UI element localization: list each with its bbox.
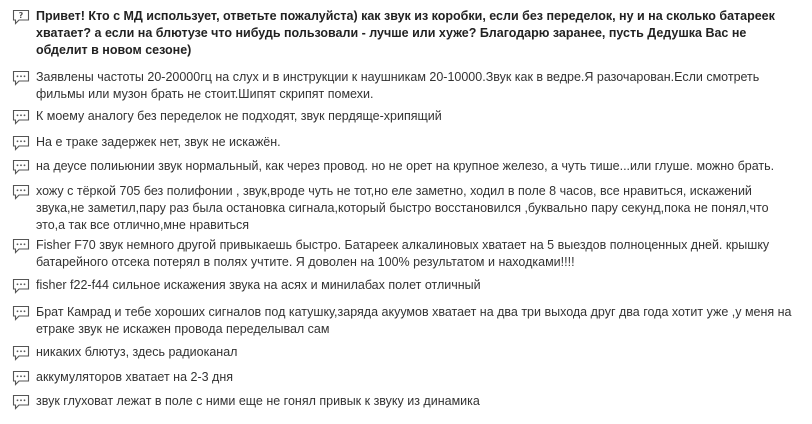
comment-bubble-icon [12,238,30,254]
answer-text: Fisher F70 звук немного другой привыкаешь быстро. Батареек алкалиновых хватает на 5 выездов полноценных дней. крышку батарейного отсека потерял в полях учтите. Я доволен на 100% результатом и находками!!!! [36,238,770,269]
answer-text: Заявлены частоты 20-20000гц на слух и в инструкции к наушникам 20-10000.Звук как в ведре.Я разочарован.Если смотреть фильмы или музон брать не стоит.Шипят скрипят помехи. [36,70,760,101]
comment-bubble-icon [12,278,30,294]
question-text: Привет! Кто с МД использует, ответьте пожалуйста) как звук из коробки, если без переделок, ну и на сколько батареек хватает? а если на блютузе что нибудь пользовали - лучше или хуже? Благодарю заранее, пусть Дедушка Вас не обделит в новом сезоне) [36,9,775,57]
answer-text: на деусе полиьюнии звук нормальный, как через провод. но не орет на крупное железо, а чуть тише...или глуше. можно брать. [36,159,775,173]
comment-bubble-icon [12,159,30,175]
answer-text: На е траке задержек нет, звук не искажён. [36,135,281,149]
comment-bubble-icon [12,184,30,200]
comment-bubble-icon [12,135,30,151]
answer-text: никаких блютуз, здесь радиоканал [36,345,238,359]
answer-text: К моему аналогу без переделок не подходят, звук пердяще-хрипящий [36,109,442,123]
answer-text: звук глуховат лежат в поле с ними еще не гонял привык к звуку из динамика [36,394,480,408]
comment-bubble-icon [12,394,30,410]
svg-text:?: ? [18,11,24,21]
comment-bubble-icon [12,305,30,321]
answer-text: хожу с тёркой 705 без полифонии , звук,вроде чуть не тот,но еле заметно, ходил в поле 8 часов, все нравиться, искажений звука,не заметил,пару раз была остановка сигнала,который быстро восстановился ,буквально пару секунд,пока не понял,что это,а так все отлично,мне нравиться [36,184,769,232]
comment-bubble-icon [12,345,30,361]
comment-bubble-icon [12,109,30,125]
comment-bubble-icon [12,70,30,86]
question-bubble-icon [12,9,30,25]
answer-text: аккумуляторов хватает на 2-3 дня [36,370,233,384]
comment-bubble-icon [12,370,30,386]
answer-text: fisher f22-f44 сильное искажения звука на асях и минилабах полет отличный [36,278,481,292]
answer-text: Брат Камрад и тебе хороших сигналов под катушку,заряда акуумов хватает на два три выхода друг два года хотит уже ,у меня на етраке звук не искажен провода переделывал сам [36,305,792,336]
